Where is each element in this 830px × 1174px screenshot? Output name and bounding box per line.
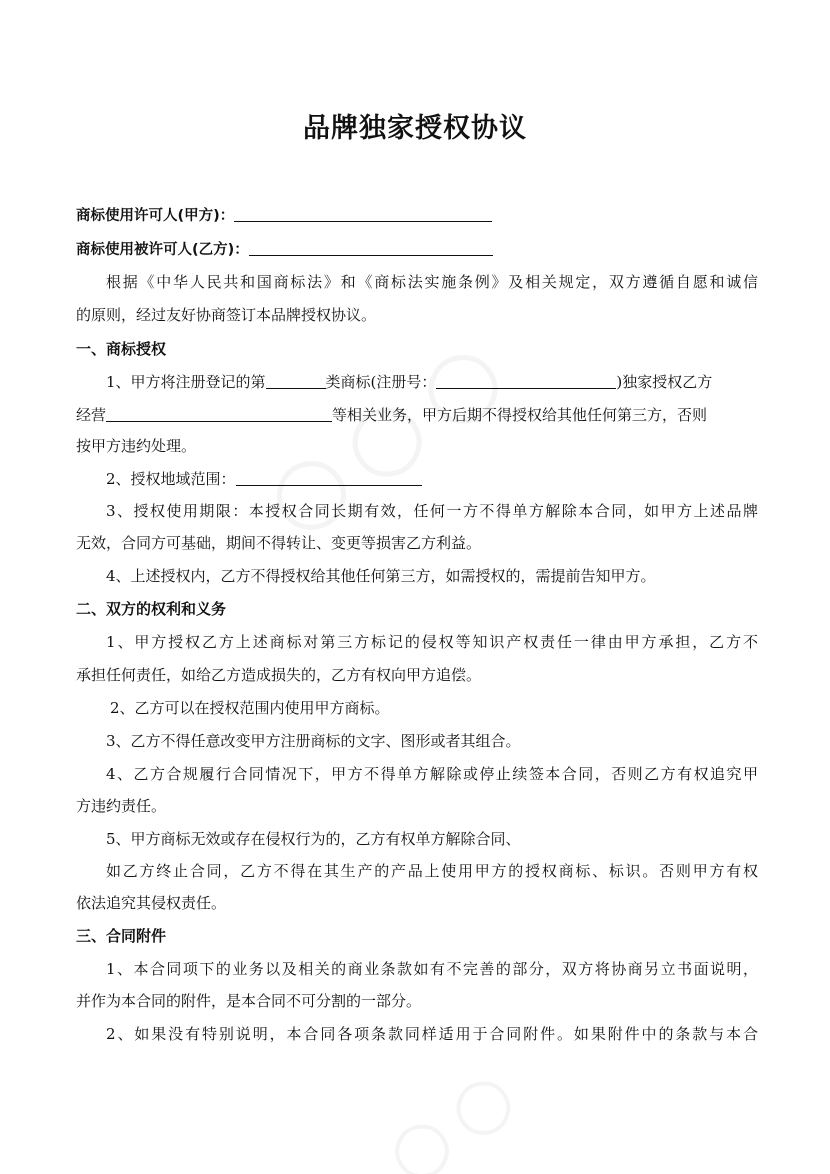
section1-item1-b: 类商标(注册号： — [325, 373, 437, 391]
section2-item4-line2: 方违约责任。 — [76, 797, 167, 815]
section1-item4: 4、上述授权内，乙方不得授权给其他任何第三方，如需授权的，需提前告知甲方。 — [106, 567, 656, 585]
section2-item5: 5、甲方商标无效或存在侵权行为的，乙方有权单方解除合同、 — [106, 830, 521, 848]
section2-item6-line1: 如乙方终止合同，乙方不得在其生产的产品上使用甲方的授权商标、标识。否则甲方有权 — [106, 862, 758, 880]
section1-item1-line2 — [76, 405, 758, 425]
section2-item1-line2: 承担任何责任，如给乙方造成损失的，乙方有权向甲方追偿。 — [76, 666, 482, 684]
section1-item1-line1 — [106, 372, 758, 392]
section1-item2 — [106, 469, 758, 489]
section3-item2: 2、如果没有特别说明，本合同各项条款同样适用于合同附件。如果附件中的条款与本合 — [106, 1025, 758, 1043]
party-a-line — [76, 206, 758, 226]
territory-blank[interactable] — [236, 470, 422, 486]
section2-item2: 2、乙方可以在授权范围内使用甲方商标。 — [110, 699, 390, 717]
section1-item1-a: 1、甲方将注册登记的第 — [106, 373, 266, 391]
section2-item3: 3、乙方不得任意改变甲方注册商标的文字、图形或者其组合。 — [106, 732, 521, 750]
section2-item1-line1: 1、甲方授权乙方上述商标对第三方标记的侵权等知识产权责任一律由甲方承担，乙方不 — [106, 633, 758, 651]
watermark-bottom — [370, 1044, 540, 1174]
registration-number-blank[interactable] — [436, 373, 616, 389]
party-a-label: 商标使用许可人(甲方)： — [76, 208, 235, 224]
section1-item1-d: 经营 — [76, 406, 107, 424]
section1-item3-line2: 无效，合同方可基础，期间不得转让、变更等损害乙方利益。 — [76, 534, 482, 552]
section3-heading: 三、合同附件 — [76, 927, 167, 945]
section1-item1-c: )独家授权乙方 — [616, 373, 713, 391]
section1-item2-label: 2、授权地域范围： — [106, 470, 236, 488]
section3-item1-line1: 1、本合同项下的业务以及相关的商业条款如有不完善的部分，双方将协商另立书面说明， — [106, 960, 758, 978]
section1-item1-e: 等相关业务，甲方后期不得授权给其他任何第三方，否则 — [332, 406, 708, 424]
section2-heading: 二、双方的权利和义务 — [76, 600, 227, 618]
party-b-blank[interactable] — [249, 240, 493, 256]
party-b-line — [76, 240, 758, 260]
section2-item6-line2: 依法追究其侵权责任。 — [76, 894, 227, 912]
party-a-blank[interactable] — [234, 206, 492, 222]
intro-line-2: 的原则，经过友好协商签订本品牌授权协议。 — [76, 306, 377, 324]
section1-item1-line3: 按甲方违约处理。 — [76, 437, 197, 455]
business-scope-blank[interactable] — [106, 406, 332, 422]
section3-item1-line2: 并作为本合同的附件，是本合同不可分割的一部分。 — [76, 992, 422, 1010]
section1-heading: 一、商标授权 — [76, 340, 167, 358]
section1-item3-line1: 3、授权使用期限：本授权合同长期有效，任何一方不得单方解除本合同，如甲方上述品牌 — [106, 502, 758, 520]
class-number-blank[interactable] — [266, 373, 326, 389]
party-b-label: 商标使用被许可人(乙方)： — [76, 242, 249, 258]
section2-item4-line1: 4、乙方合规履行合同情况下，甲方不得单方解除或停止续签本合同，否则乙方有权追究甲 — [106, 765, 758, 783]
intro-line-1: 根据《中华人民共和国商标法》和《商标法实施条例》及相关规定，双方遵循自愿和诚信 — [106, 273, 758, 291]
document-title: 品牌独家授权协议 — [303, 113, 527, 144]
